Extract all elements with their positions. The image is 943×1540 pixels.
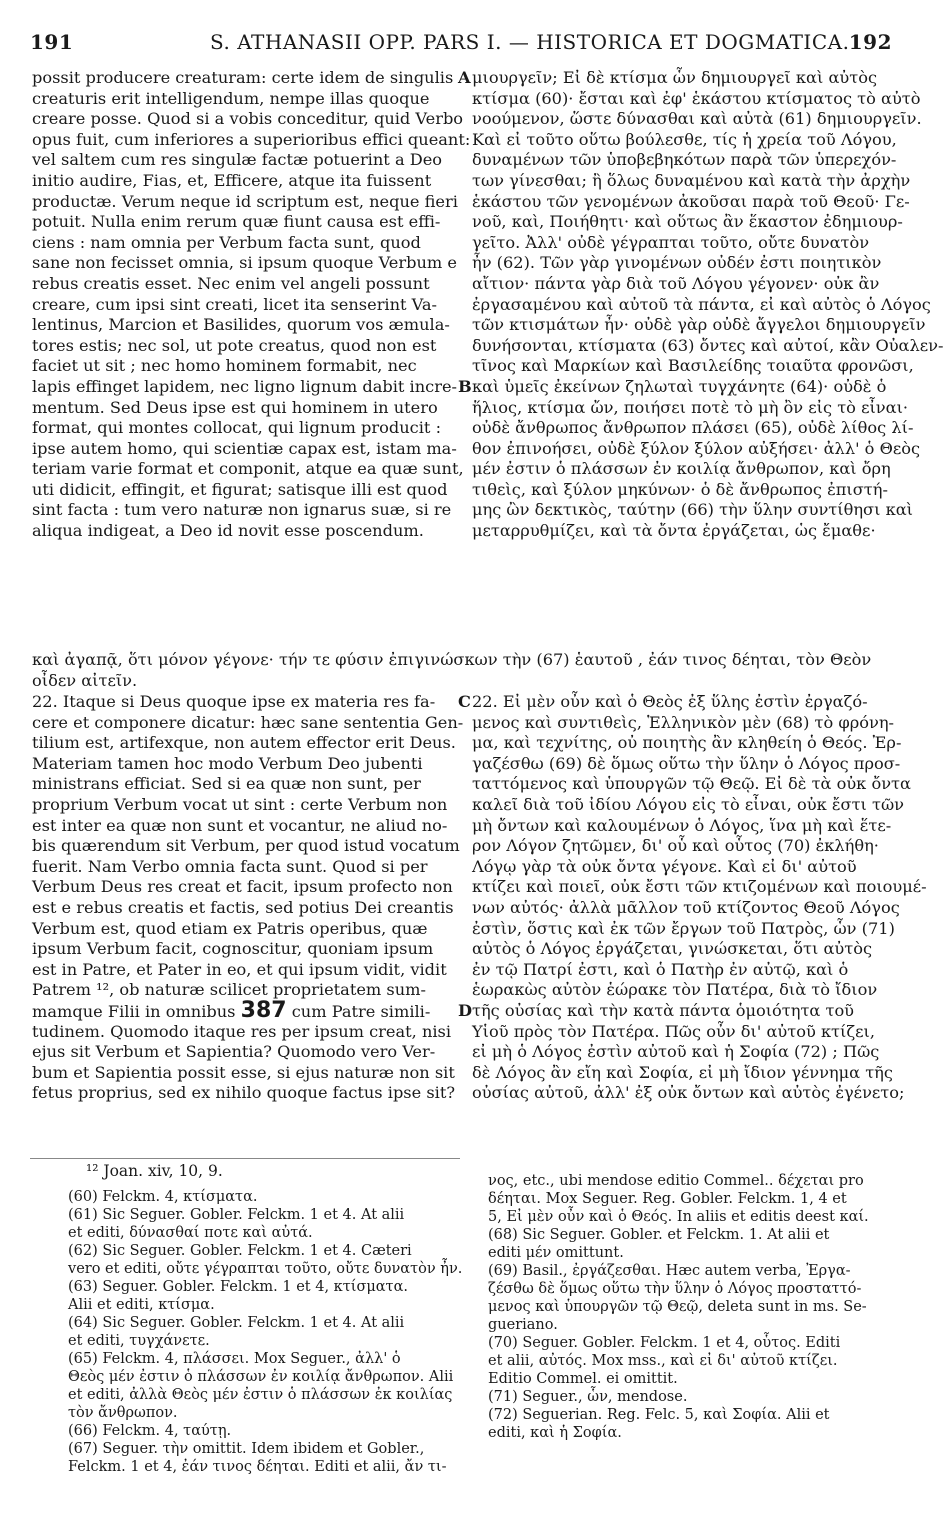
critical-notes-left: [68, 1188, 463, 1528]
latin-text-line: uti didicit, effingit, et figurat; satisque illi est quod: [32, 479, 448, 499]
note-line: μενος καὶ ὑπουργῶν τῷ Θεῷ, deleta sunt in ms. Se-: [488, 1299, 867, 1315]
latin-text-line: ipse autem homo, qui scientiæ capax est, istam ma-: [32, 438, 457, 458]
note-line: gueriano.: [488, 1317, 558, 1333]
running-title: S. ATHANASII OPP. PARS I. — HISTORICA ET DOGMATICA.: [210, 30, 850, 54]
greek-text-line: νοούμενον, ὥστε δύνασθαι καὶ αὐτὰ (61) δημιουργεῖν.: [472, 109, 922, 129]
latin-text-line: lentinus, Marcion et Basilides, quorum vos æmula-: [32, 315, 450, 335]
latin-text-line: initio audire, Fias, et, Efficere, atque ita fuissent: [32, 170, 432, 190]
note-line: (68) Sic Seguer. Gobler. et Felckm. 1. At alii et: [488, 1227, 830, 1243]
greek-text-line: τῶν κτισμάτων ἦν· οὐδὲ γὰρ οὐδὲ ἄγγελοι δημιουργεῖν: [472, 315, 926, 335]
latin-text-line: potuit. Nulla enim rerum quæ fiunt causa est effi-: [32, 212, 441, 232]
latin-text-line: aliqua indigeat, a Deo id novit esse poscendum.: [32, 521, 424, 541]
full-width-line: οἶδεν αἰτεῖν.: [32, 670, 138, 690]
greek-text-line: μης ὢν δεκτικὸς, ταύτην (66) τὴν ὕλην συντίθησι καὶ: [472, 500, 913, 520]
note-line: Felckm. 1 et 4, ἐάν τινος δέηται. Editi et alii, ἄν τι-: [68, 1459, 447, 1475]
latin-text-line: Materiam tamen hoc modo Verbum Deo jubenti: [32, 753, 423, 773]
latin-text-line: bis quærendum sit Verbum, per quod istud vocatum: [32, 836, 460, 856]
greek-text-line: γαζέσθω (69) δὲ ὅμως οὕτω τὴν ὕλην ὁ Λόγος προσ-: [472, 753, 901, 773]
latin-text-line: proprium Verbum vocat ut sint : certe Verbum non: [32, 794, 448, 814]
greek-text-line: μὴ ὄντων καὶ καλουμένων ὁ Λόγος, ἵνα μὴ καὶ ἕτε-: [472, 815, 892, 835]
greek-text-line: ἐργασαμένου καὶ αὐτοῦ τὰ πάντα, εἰ καὶ αὐτὸς ὁ Λόγος: [472, 294, 931, 314]
note-line: et editi, ἀλλὰ Θεὸς μέν ἐστιν ὁ πλάσσων ἐκ κοιλίας: [68, 1387, 453, 1403]
latin-text-line: faciet ut sit ; nec homo hominem formabit, nec: [32, 356, 417, 376]
note-line: (69) Basil., ἐργάζεσθαι. Hæc autem verba, Ἐργα-: [488, 1263, 851, 1279]
latin-text-line: ministrans efficiat. Sed si ea quæ non sunt, per: [32, 774, 421, 794]
note-line: τὸν ἄνθρωπον.: [68, 1405, 178, 1421]
greek-text-line: καὶ ὑμεῖς ἐκείνων ζηλωταὶ τυγχάνητε (64)· οὐδὲ ὁ: [472, 376, 887, 396]
greek-text-line: ἐν τῷ Πατρί ἐστι, καὶ ὁ Πατὴρ ἐν αὐτῷ, καὶ ὁ: [472, 959, 849, 979]
latin-text-line: sint facta : tum vero naturæ non ignarus suæ, si re: [32, 500, 452, 520]
greek-text-line: μενος καὶ συντιθεὶς, Ἑλληνικὸν μὲν (68) τὸ φρόνη-: [472, 712, 895, 732]
note-line: (70) Seguer. Gobler. Felckm. 1 et 4, οὗτος. Editi: [488, 1335, 841, 1351]
full-width-text: [32, 650, 892, 691]
page-number-right: 192: [848, 30, 892, 54]
note-line: δέηται. Mox Seguer. Reg. Gobler. Felckm. 1, 4 et: [488, 1191, 847, 1207]
full-width-line: καὶ ἀγαπᾷ, ὅτι μόνον γέγονε· τήν τε φύσιν ἐπιγινώσκων τὴν (67) ἑαυτοῦ , ἐάν τινος δέηται, τὸν Θεὸν: [32, 650, 872, 669]
latin-text-line: creare, cum ipsi sint creati, licet ita senserint Va-: [32, 294, 438, 314]
footnote-rule: [30, 1158, 460, 1159]
note-line: et editi, τυγχάνετε.: [68, 1333, 210, 1349]
greek-text-line: οὐσίας αὐτοῦ, ἀλλ' ἐξ οὐκ ὄντων καὶ αὐτὸς ἐγένετο;: [472, 1083, 905, 1103]
latin-text-line: mentum. Sed Deus ipse est qui hominem in utero: [32, 397, 438, 417]
latin-text-line: tores estis; nec sol, ut pote creatus, quod non est: [32, 335, 437, 355]
greek-text-line: ἥλιος, κτίσμα ὤν, ποιήσει ποτὲ τὸ μὴ ὂν εἰς τὸ εἶναι·: [472, 397, 909, 417]
greek-text-line: τῆς οὐσίας καὶ τὴν κατὰ πάντα ὁμοιότητα τοῦ: [472, 1000, 855, 1020]
latin-column-upper: [32, 68, 471, 648]
greek-text-line: δυναμένων τῶν ὑποβεβηκότων παρὰ τῶν ὑπερεχόν-: [472, 150, 897, 170]
latin-text-line: teriam varie format et componit, atque ea quæ sunt,: [32, 459, 464, 479]
note-line: (65) Felckm. 4, πλάσσει. Mox Seguer., ἀλλ' ὁ: [68, 1351, 401, 1367]
scripture-reference: ¹² Joan. xiv, 10, 9.: [86, 1162, 223, 1180]
latin-text-line: vel saltem cum res singulæ factæ potuerint a Deo: [32, 150, 443, 170]
greek-text-line: των γίνεσθαι; ἢ ὅλως δυναμένου καὶ κατὰ τὴν ἀρχὴν: [472, 170, 911, 190]
note-line: (71) Seguer., ὧν, mendose.: [488, 1389, 688, 1405]
latin-text-line: ejus sit Verbum et Sapientia? Quomodo vero Ver-: [32, 1042, 436, 1062]
note-line: et alii, αὐτός. Mox mss., καὶ εἰ δι' αὐτοῦ κτίζει.: [488, 1353, 838, 1369]
greek-text-line: ταττόμενος καὶ ὑπουργῶν τῷ Θεῷ. Εἰ δὲ τὰ οὐκ ὄντα: [472, 774, 911, 794]
greek-text-line: αἴτιον· πάντα γὰρ διὰ τοῦ Λόγου γέγονεν· οὐκ ἂν: [472, 273, 880, 293]
latin-text-line: Verbum Deus res creat et facit, ipsum profecto non: [32, 877, 453, 897]
latin-text-line: est in Patre, et Pater in eo, et qui ipsum vidit, vidit: [32, 959, 447, 979]
note-line: editi μέν omittunt.: [488, 1245, 624, 1261]
latin-text-line: tilium est, artifexque, non autem effector erit Deus.: [32, 733, 456, 753]
latin-text-line: creare posse. Quod si a vobis conceditur, quid Verbo: [32, 109, 464, 129]
greek-text-line: οὐδὲ ἄνθρωπος ἄνθρωπον πλάσει (65), οὐδὲ λίθος λί-: [472, 418, 914, 438]
note-line: 5, Εἰ μὲν οὖν καὶ ὁ Θεός. In aliis et editis deest καί.: [488, 1209, 869, 1225]
latin-text-line: fuerit. Nam Verbo omnia facta sunt. Quod si per: [32, 856, 428, 876]
latin-text-line: tudinem. Quomodo itaque res per ipsum creat, nisi: [32, 1021, 452, 1041]
latin-text-line: cere et componere dicatur: hæc sane sententia Gen-: [32, 712, 464, 732]
greek-text-line: θον ἐπινοήσει, οὐδὲ ξύλον ξύλον αὐξήσει· ἀλλ' ὁ Θεὸς: [472, 438, 921, 458]
note-line: et editi, δύνασθαί ποτε καὶ αὐτά.: [68, 1225, 313, 1241]
latin-text-line: Verbum est, quod etiam ex Patris operibus, quæ: [32, 918, 428, 938]
greek-text-line: τῖνος καὶ Μαρκίων καὶ Βασιλείδης τοιαῦτα φρονῶσι,: [472, 356, 914, 376]
latin-text-line: Patrem ¹², ob naturæ scilicet proprietatem sum-: [32, 980, 426, 1000]
note-line: Alii et editi, κτίσμα.: [68, 1297, 215, 1313]
latin-text-line: sane non fecisset omnia, si ipsum quoque Verbum e: [32, 253, 457, 273]
latin-text-line: possit producere creaturam: certe idem de singulis: [32, 68, 454, 87]
note-line: Θεὸς μέν ἐστιν ὁ πλάσσων ἐν κοιλίᾳ ἄνθρωπον. Alii: [68, 1369, 454, 1385]
note-line: (72) Seguerian. Reg. Felc. 5, καὶ Σοφία. Alii et: [488, 1407, 830, 1423]
greek-text-line: κτίσμα (60)· ἔσται καὶ ἐφ' ἑκάστου κτίσματος τὸ αὐτὸ: [472, 88, 921, 108]
greek-text-line: Υἱοῦ πρὸς τὸν Πατέρα. Πῶς οὖν δι' αὐτοῦ κτίζει,: [472, 1021, 876, 1041]
running-header: [30, 30, 892, 58]
greek-text-line: δὲ Λόγος ἂν εἴη καὶ Σοφία, εἰ μὴ ἴδιον γέννημα τῆς: [472, 1062, 893, 1082]
greek-text-line: μεταρρυθμίζει, καὶ τὰ ὄντα ἐργάζεται, ὡς ἔμαθε·: [472, 521, 876, 541]
note-line: (66) Felckm. 4, ταύτῃ.: [68, 1423, 232, 1439]
note-line: (64) Sic Seguer. Gobler. Felckm. 1 et 4. At alii: [68, 1315, 405, 1331]
note-line: vero et editi, οὔτε γέγραπται τοῦτο, οὔτε δυνατὸν ἦν.: [68, 1261, 463, 1277]
greek-text-line: ἑκάστου τῶν γενομένων ἀκοῦσαι παρὰ τοῦ Θεοῦ· Γε-: [472, 191, 910, 211]
greek-text-line: ἦν (62). Τῶν γὰρ γινομένων οὐδέν ἐστι ποιητικὸν: [472, 253, 882, 273]
latin-text-line: opus fuit, cum inferiores a superioribus effici queant:: [32, 129, 471, 149]
greek-text-line: 22. Εἰ μὲν οὖν καὶ ὁ Θεὸς ἐξ ὕλης ἐστὶν ἐργαζό-: [472, 692, 868, 711]
greek-text-line: μα, καὶ τεχνίτης, οὐ ποιητὴς ἂν κληθείη ὁ Θεός. Ἐρ-: [472, 733, 902, 753]
latin-text-line: ipsum Verbum facit, cognoscitur, quoniam ipsum: [32, 939, 434, 959]
greek-text-line: μέν ἐστιν ὁ πλάσσων ἐν κοιλίᾳ ἄνθρωπον, καὶ ὄρη: [472, 459, 891, 479]
note-line: editi, καὶ ἡ Σοφία.: [488, 1425, 622, 1441]
latin-text-line: mamque Filii in omnibus 387 cum Patre simili-: [32, 997, 431, 1023]
greek-text-line: γεῖτο. Ἀλλ' οὐδὲ γέγραπται τοῦτο, οὔτε δυνατὸν: [472, 232, 870, 252]
latin-column-lower: [32, 692, 464, 1152]
greek-text-line: ἑωρακὼς αὐτὸν ἑώρακε τὸν Πατέρα, διὰ τὸ ἴδιον: [472, 980, 878, 1000]
greek-text-line: νοῦ, καὶ, Ποιήθητι· καὶ οὕτως ἂν ἕκαστον ἐδημιουρ-: [472, 212, 903, 232]
note-line: (60) Felckm. 4, κτίσματα.: [68, 1189, 258, 1205]
latin-text-line: fetus proprius, sed ex nihilo quoque factus ipse sit?: [32, 1083, 456, 1103]
latin-text-line: lapis effinget lapidem, nec ligno lignum dabit incre-: [32, 376, 458, 396]
note-line: νος, etc., ubi mendose editio Commel.. δέχεται pro: [488, 1173, 864, 1189]
margin-letter-c: C: [458, 692, 471, 711]
latin-text-line: format, qui montes collocat, qui lignum producit :: [32, 418, 442, 438]
note-line: Editio Commel. ei omittit.: [488, 1371, 678, 1387]
latin-text-line: est inter ea quæ non sunt et vocantur, ne aliud no-: [32, 815, 448, 835]
note-line: (63) Seguer. Gobler. Felckm. 1 et 4, κτίσματα.: [68, 1279, 408, 1295]
greek-text-line: Λόγῳ γὰρ τὰ οὐκ ὄντα γέγονε. Καὶ εἰ δι' αὐτοῦ: [472, 856, 857, 876]
greek-text-line: εἰ μὴ ὁ Λόγος ἐστὶν αὐτοῦ καὶ ἡ Σοφία (72) ; Πῶς: [472, 1042, 880, 1062]
latin-text-line: rebus creatis esset. Nec enim vel angeli possunt: [32, 273, 430, 293]
latin-text-line: est e rebus creatis et factis, sed potius Dei creantis: [32, 897, 454, 917]
note-line: (67) Seguer. τὴν omittit. Idem ibidem et Gobler.,: [68, 1441, 425, 1457]
margin-letter-d: D: [458, 1001, 473, 1020]
greek-text-line: κτίζει καὶ ποιεῖ, οὐκ ἔστι τῶν κτιζομένων καὶ ποιουμέ-: [472, 877, 927, 897]
greek-text-line: ἐστὶν, ὅστις καὶ ἐκ τῶν ἔργων τοῦ Πατρὸς, ὧν (71): [472, 918, 895, 938]
note-line: (61) Sic Seguer. Gobler. Felckm. 1 et 4. At alii: [68, 1207, 405, 1223]
greek-text-line: δυνήσονται, κτίσματα (63) ὄντες καὶ αὐτοί, κἂν Οὐαλεν-: [472, 335, 943, 355]
greek-text-line: Καὶ εἰ τοῦτο οὕτω βούλεσθε, τίς ἡ χρεία τοῦ Λόγου,: [472, 129, 897, 149]
note-line: ζέσθω δὲ ὅμως οὕτω τὴν ὕλην ὁ Λόγος προσταττό-: [488, 1281, 862, 1297]
greek-text-line: τιθεὶς, καὶ ξύλον μηκύνων· ὁ δὲ ἄνθρωπος ἐπιστή-: [472, 479, 888, 499]
page-number-left: 191: [30, 30, 74, 54]
greek-text-line: νων αὐτός· ἀλλὰ μᾶλλον τοῦ κτίζοντος Θεοῦ Λόγος: [472, 897, 900, 917]
greek-text-line: ρον Λόγον ζητῶμεν, δι' οὗ καὶ οὗτος (70) ἐκλήθη·: [472, 836, 879, 856]
critical-notes-right: [488, 1172, 892, 1472]
note-line: (62) Sic Seguer. Gobler. Felckm. 1 et 4. Cæteri: [68, 1243, 412, 1259]
migne-column-number: 387: [240, 997, 287, 1023]
latin-text-line: ciens : nam omnia per Verbum facta sunt, quod: [32, 232, 421, 252]
latin-text-line: bum et Sapientia possit esse, si ejus naturæ non sit: [32, 1062, 455, 1082]
margin-letter-b: B: [458, 377, 472, 396]
margin-letter-a: A: [458, 68, 471, 87]
greek-text-line: μιουργεῖν; Εἰ δὲ κτίσμα ὧν δημιουργεῖ καὶ αὐτὸς: [472, 68, 878, 87]
latin-text-line: productæ. Verum neque id scriptum est, neque fieri: [32, 191, 458, 211]
latin-text-line: creaturis erit intelligendum, nempe illas quoque: [32, 88, 430, 108]
greek-text-line: αὐτὸς ὁ Λόγος ἐργάζεται, γινώσκεται, ὅτι αὐτὸς: [472, 939, 873, 959]
greek-column-lower: [472, 692, 927, 1152]
greek-text-line: καλεῖ διὰ τοῦ ἰδίου Λόγου εἰς τὸ εἶναι, οὐκ ἔστι τῶν: [472, 794, 905, 814]
latin-text-line: 22. Itaque si Deus quoque ipse ex materia res fa-: [32, 692, 436, 711]
greek-column-upper: [472, 68, 943, 648]
